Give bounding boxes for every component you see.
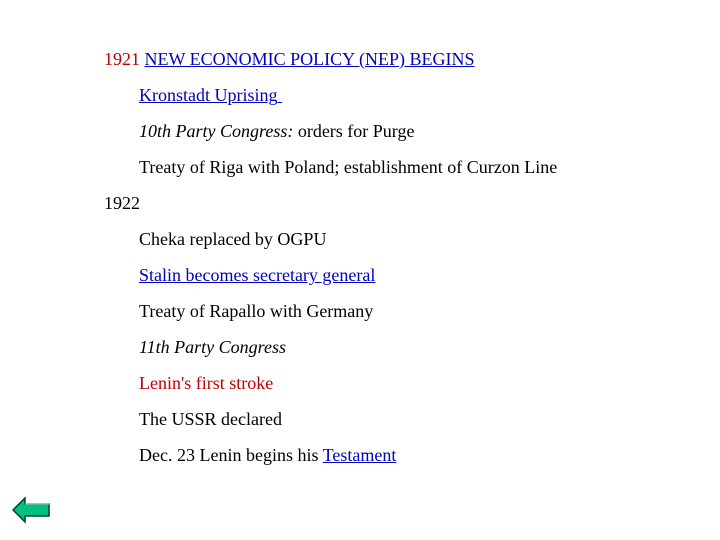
tenth-congress-label: 10th Party Congress: — [139, 121, 294, 141]
rapallo-item: Treaty of Rapallo with Germany — [139, 301, 374, 321]
stalin-item — [139, 264, 375, 286]
year-1922: 1922 — [104, 193, 140, 213]
timeline-1921-heading — [104, 48, 475, 70]
stalin-link[interactable]: Stalin becomes secretary general — [139, 265, 376, 285]
riga-item: Treaty of Riga with Poland; establishment of Curzon Line — [139, 157, 558, 177]
kronstadt-trailing-link[interactable] — [278, 85, 283, 105]
tenth-congress-item — [139, 120, 414, 142]
testament-link[interactable]: Testament — [322, 445, 397, 465]
testament-prefix: Dec. 23 Lenin begins his — [139, 445, 323, 465]
year-1921: 1921 — [104, 49, 140, 69]
purge-text: orders for Purge — [293, 121, 415, 141]
left-arrow-icon — [12, 496, 50, 524]
nep-link[interactable]: NEW ECONOMIC POLICY (NEP) BEGINS — [144, 49, 475, 69]
back-button[interactable] — [12, 496, 50, 524]
kronstadt-link[interactable]: Kronstadt Uprising — [139, 85, 278, 105]
cheka-item: Cheka replaced by OGPU — [139, 229, 327, 249]
testament-item — [139, 444, 396, 466]
eleventh-congress-item: 11th Party Congress — [139, 337, 286, 357]
kronstadt-item — [139, 84, 282, 106]
lenin-stroke-item: Lenin's first stroke — [139, 373, 274, 393]
ussr-item: The USSR declared — [139, 409, 282, 429]
